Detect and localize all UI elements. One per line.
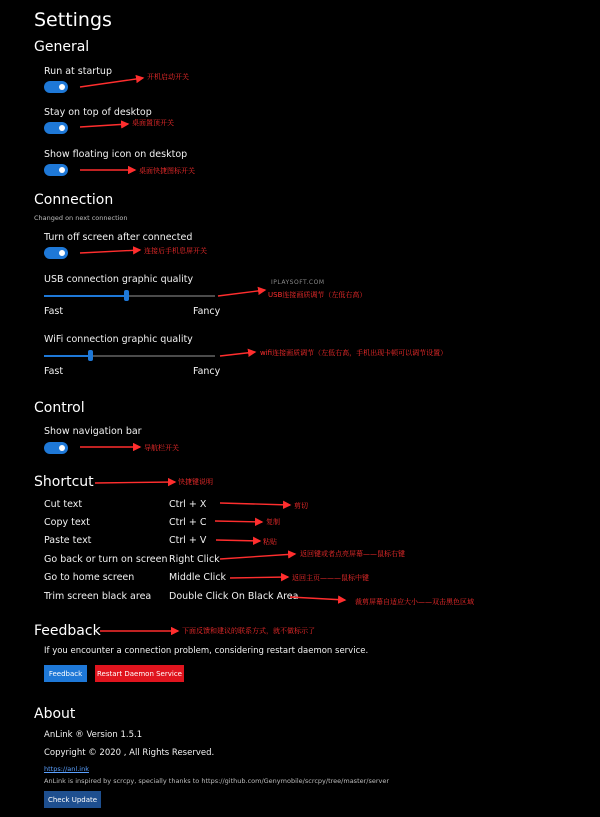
control-heading: Control xyxy=(34,400,85,416)
annotation-arrow xyxy=(290,597,345,600)
annotation-text: 连接后手机息屏开关 xyxy=(144,247,207,255)
shortcut-keys: Right Click xyxy=(169,554,220,565)
annotation-text: 裁剪屏幕自适应大小——双击黑色区域 xyxy=(355,598,474,606)
wifi-fancy-label: Fancy xyxy=(193,366,221,377)
restart-daemon-button[interactable]: Restart Daemon Service xyxy=(95,665,184,682)
shortcut-action: Paste text xyxy=(44,535,92,546)
annotation-text: wifi连接画质调节（左低右高，手机出现卡顿可以调节设置） xyxy=(260,349,448,357)
shortcut-action: Cut text xyxy=(44,499,83,510)
check-update-button[interactable]: Check Update xyxy=(44,791,101,808)
feedback-text: If you encounter a connection problem, considering restart daemon service. xyxy=(44,646,369,656)
shortcut-keys: Ctrl + C xyxy=(169,517,207,528)
annotation-arrow xyxy=(80,250,140,253)
general-heading: General xyxy=(34,39,90,55)
stay-on-top-label: Stay on top of desktop xyxy=(44,107,152,118)
shortcut-action: Go back or turn on screen xyxy=(44,554,168,565)
usb-quality-label: USB connection graphic quality xyxy=(44,274,194,285)
shortcut-keys: Middle Click xyxy=(169,572,227,583)
turn-off-screen-label: Turn off screen after connected xyxy=(44,232,193,243)
annotation-text: 复制 xyxy=(266,518,280,526)
shortcut-action: Trim screen black area xyxy=(44,591,152,602)
annotation-arrow xyxy=(80,78,143,87)
shortcut-action: Copy text xyxy=(44,517,90,528)
show-nav-label: Show navigation bar xyxy=(44,426,142,437)
annotation-arrow xyxy=(220,503,290,505)
annotation-arrow xyxy=(95,482,175,483)
connection-note: Changed on next connection xyxy=(34,214,128,222)
version-text: AnLink ® Version 1.5.1 xyxy=(44,730,143,740)
shortcut-keys: Double Click On Black Area xyxy=(169,591,299,602)
annotation-text: 快捷键说明 xyxy=(178,478,213,486)
wifi-fast-label: Fast xyxy=(44,366,64,377)
annotation-arrow xyxy=(216,540,260,541)
usb-fancy-label: Fancy xyxy=(193,306,221,317)
annotation-text: 桌面快捷图标开关 xyxy=(139,167,195,175)
annotation-text: 返回键或者点亮屏幕——鼠标右键 xyxy=(300,550,405,558)
watermark: IPLAYSOFT.COM xyxy=(271,279,325,286)
shortcut-heading: Shortcut xyxy=(34,474,94,490)
connection-heading: Connection xyxy=(34,192,114,208)
annotation-text: 导航栏开关 xyxy=(144,444,179,452)
shortcut-action: Go to home screen xyxy=(44,572,135,583)
annotation-text: 粘贴 xyxy=(263,538,277,546)
credits-text: AnLink is inspired by scrcpy, specially thanks to https://github.com/Genymobile/scrcpy/tree/master/server xyxy=(44,777,390,785)
annotation-text: 桌面置顶开关 xyxy=(132,119,174,127)
shortcut-keys: Ctrl + V xyxy=(169,535,207,546)
annotation-text: 剪切 xyxy=(294,502,308,510)
annotation-arrow xyxy=(80,124,128,127)
page-title: Settings xyxy=(34,9,112,31)
copyright-text: Copyright © 2020 , All Rights Reserved. xyxy=(44,748,215,758)
annotation-text: 下面反馈和建议的联系方式，就不做标示了 xyxy=(182,627,315,635)
usb-fast-label: Fast xyxy=(44,306,64,317)
wifi-quality-label: WiFi connection graphic quality xyxy=(44,334,193,345)
annotation-arrow xyxy=(215,521,262,522)
annotation-arrow xyxy=(220,352,255,356)
annotation-arrow xyxy=(230,577,288,578)
shortcut-keys: Ctrl + X xyxy=(169,499,207,510)
annotation-arrow xyxy=(220,554,295,559)
about-heading: About xyxy=(34,706,76,722)
floating-icon-label: Show floating icon on desktop xyxy=(44,149,188,160)
feedback-button[interactable]: Feedback xyxy=(44,665,87,682)
annotation-arrow xyxy=(218,290,265,296)
feedback-heading: Feedback xyxy=(34,623,101,639)
run-startup-label: Run at startup xyxy=(44,66,112,77)
annotation-text: USB连接画质调节（左低右高） xyxy=(268,291,367,299)
annotation-text: 返回主页———鼠标中键 xyxy=(292,574,369,582)
website-link[interactable]: https://anl.ink xyxy=(44,765,89,773)
annotation-text: 开机启动开关 xyxy=(147,73,189,81)
